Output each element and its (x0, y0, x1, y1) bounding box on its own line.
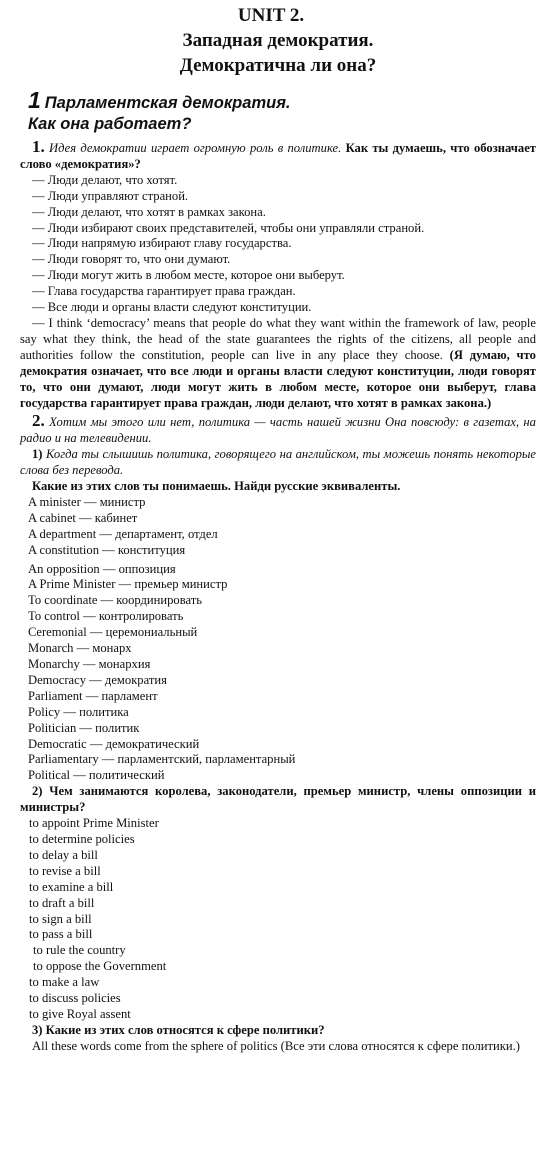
task1-answer-en: — I think ‘democracy’ means that people do what they want within the framework of law, people say what they think, the head of the state guarantees the rights of the citizens, all people and authorities follow the constitution, people can live in any place they choose. (20, 315, 536, 362)
vocab-item: Parliamentary — парламентский, парламентарный (28, 752, 296, 767)
vocab-item: Parliament — парламент (28, 688, 158, 703)
unit-heading: UNIT 2. (237, 5, 305, 26)
task1-option: — Глава государства гарантирует права граждан. (32, 284, 296, 299)
page-title-line1: Западная демократия. (182, 30, 374, 51)
vocab-item: Monarch — монарх (28, 641, 132, 656)
task2-question2: 2) Чем занимаются королева, законодатели, премьер министр, члены оппозиции и министры? (20, 784, 536, 815)
phrase-item: to appoint Prime Minister (29, 816, 159, 831)
phrase-item: to give Royal assent (29, 1006, 131, 1021)
phrase-item: to determine policies (29, 831, 135, 846)
phrase-item: to rule the country (33, 943, 126, 958)
phrase-item: to examine a bill (29, 879, 114, 894)
task2-q1-text: Когда ты слышишь политика, говорящего на английском, ты можешь понять некоторые слова без перевода. (20, 447, 536, 478)
task2-number: 2. (32, 411, 45, 431)
task2-question1 (20, 447, 536, 479)
phrase-item: to oppose the Government (33, 959, 167, 974)
vocab-item: A constitution — конституция (28, 542, 186, 557)
task1-option: — Люди делают, что хотят. (32, 172, 178, 187)
vocab-item: A cabinet — кабинет (28, 510, 138, 525)
vocab-item: Policy — политика (28, 704, 129, 719)
task2-q1-label: 1) (32, 447, 43, 462)
phrase-item: to make a law (29, 975, 100, 990)
task1-option: — Люди делают, что хотят в рамках закона. (32, 204, 266, 219)
vocab-item: Monarchy — монархия (28, 657, 151, 671)
section-title-line2: Как она работает? (28, 115, 192, 133)
task1-option: — Люди говорят то, что они думают. (32, 252, 231, 267)
task1-option: — Люди могут жить в любом месте, которое они выберут. (32, 268, 345, 283)
vocab-item: A minister — министр (28, 494, 146, 509)
task2-intro (20, 413, 536, 447)
task2-question3: 3) Какие из этих слов относятся к сфере политики? (32, 1022, 325, 1037)
vocab-item: Political — политический (28, 768, 165, 783)
task1-answer (20, 316, 536, 411)
vocab-item: To control — контролировать (28, 609, 184, 624)
section-title-line1: Парламентская демократия. (44, 94, 291, 112)
vocab-item: Ceremonial — церемониальный (28, 625, 198, 640)
task1-option: — Все люди и органы власти следуют конституции. (32, 300, 312, 315)
task1-number: 1. (32, 137, 45, 156)
phrase-item: to sign a bill (29, 911, 92, 926)
task1-option: — Люди избирают своих представителей, чтобы они управляли страной. (32, 220, 425, 235)
vocab-item: Politician — политик (28, 720, 140, 735)
task1-intro (20, 139, 536, 173)
vocab-item: Democracy — демократия (28, 672, 167, 687)
phrase-item: to discuss policies (29, 991, 121, 1006)
section-heading (28, 87, 536, 135)
task1-option: — Люди управляют страной. (32, 188, 189, 203)
section-number: 1 (28, 87, 41, 113)
vocab-item: A Prime Minister — премьер министр (28, 577, 228, 592)
phrase-item: to delay a bill (29, 847, 98, 862)
page-title-line2: Демократична ли она? (179, 55, 377, 76)
task2-intro-text: Хотим мы этого или нет, политика — часть нашей жизни Она повсюду: в газетах, на радио и на телевидении. (20, 415, 536, 446)
vocab-item: An opposition — оппозиция (28, 561, 176, 576)
vocab-item: Democratic — демократический (28, 736, 200, 751)
phrase-item: to revise a bill (29, 863, 101, 878)
vocab-item: A department — департамент, отдел (28, 526, 218, 541)
task2-q3-answer: All these words come from the sphere of politics (Все эти слова относятся к сфере политики.) (32, 1038, 520, 1053)
task1-answer-ru: (Я думаю, что демократия означает, что все люди и органы власти следуют конституции, люди говорят то, что они думают, люди могут жить в любом месте, которое они выберут, глава государства гарантирует права граждан, люди делают, что хотят в рамках закона.) (20, 347, 536, 410)
vocab-item: To coordinate — координировать (28, 593, 203, 608)
phrase-item: to pass a bill (29, 927, 93, 942)
phrase-item: to draft a bill (29, 895, 95, 910)
task1-lead: Идея демократии играет огромную роль в политике. (49, 141, 342, 155)
task1-option: — Люди напрямую избирают главу государства. (32, 236, 292, 251)
task2-q1-instruction: Какие из этих слов ты понимаешь. Найди русские эквиваленты. (32, 479, 401, 494)
task1-question: Как ты думаешь, что обозначает слово «демократия»? (20, 141, 536, 171)
